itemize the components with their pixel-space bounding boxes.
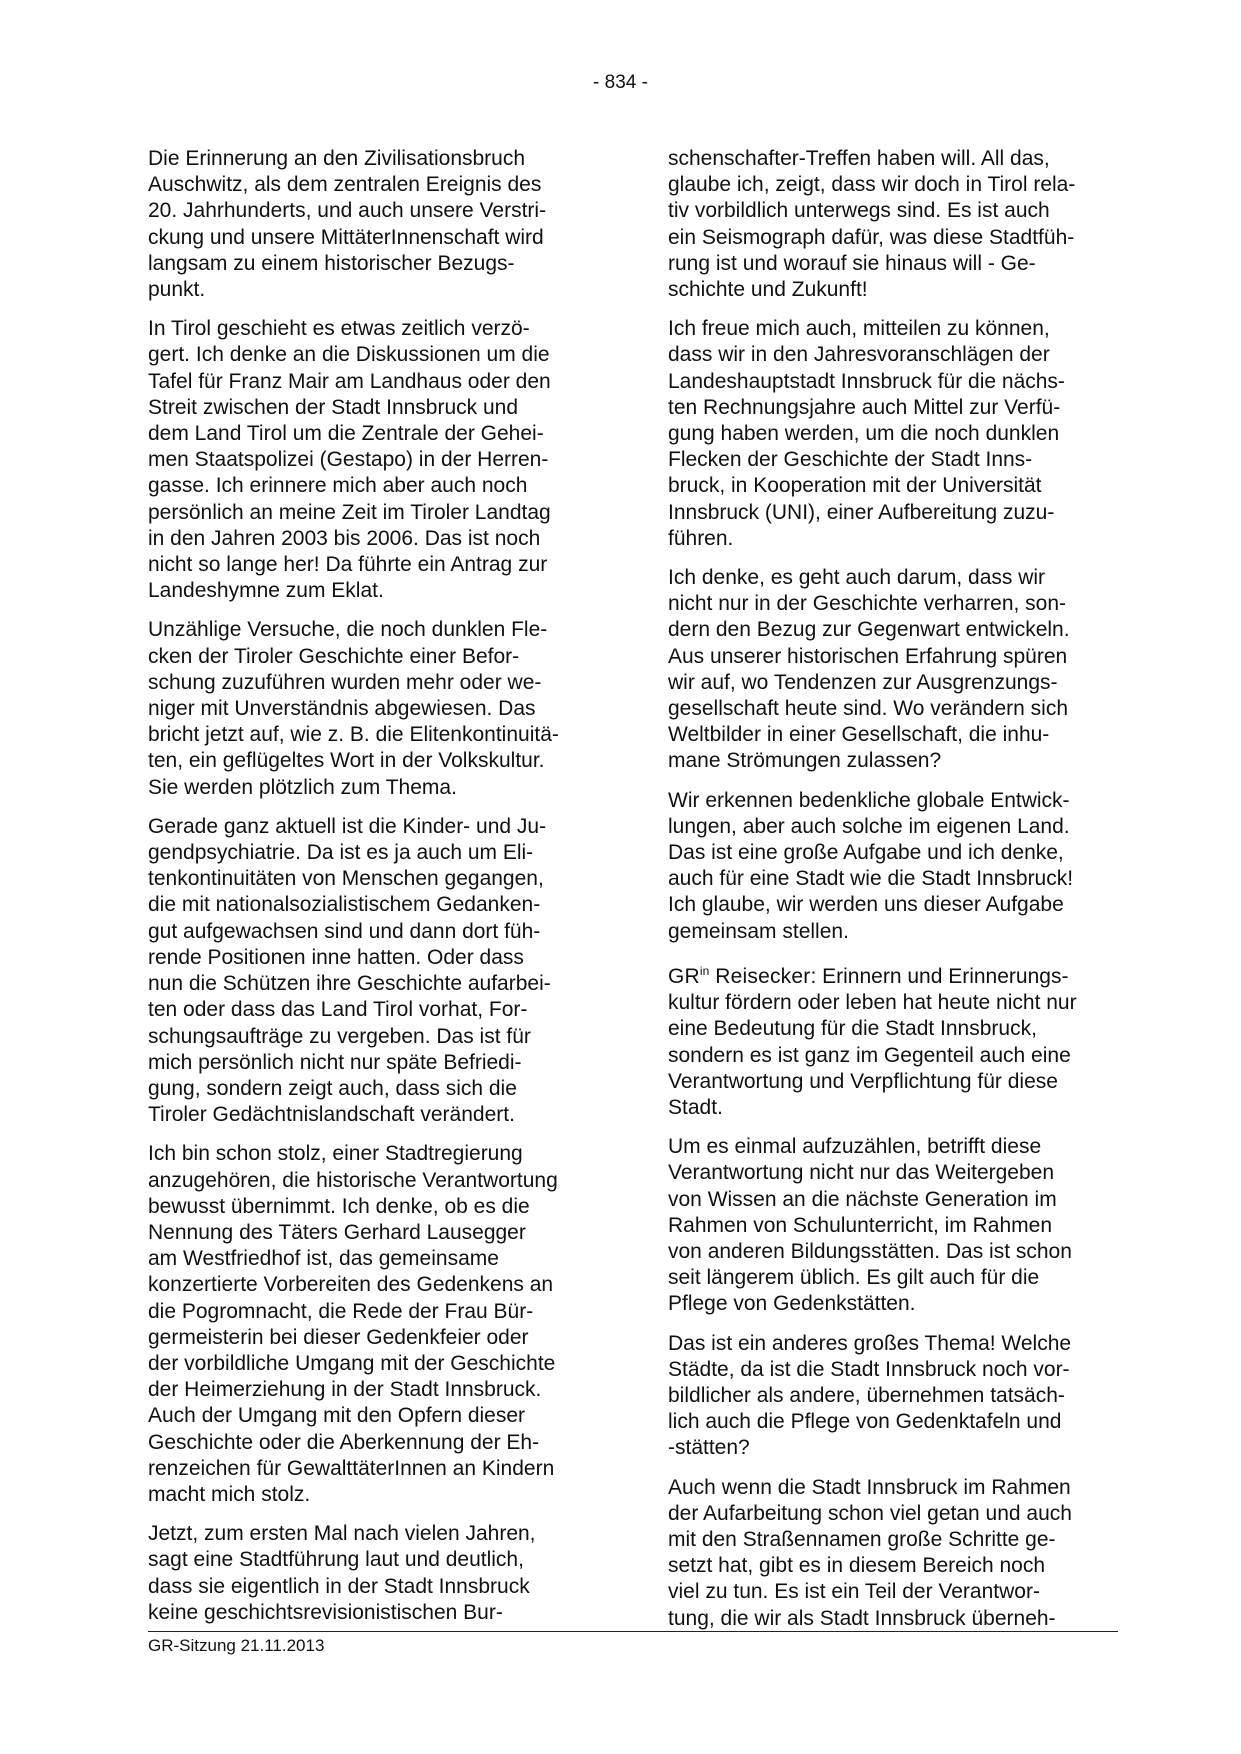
paragraph: Auch wenn die Stadt Innsbruck im Rahmen der Aufarbeitung schon viel getan und auch mit den Straßennamen große Schritte ge- setzt hat, gibt es in diesem Bereich noch viel zu tun. Es ist ein Teil der Verantwor- tung, die wir als Stadt Innsbruck überneh- [668, 1475, 1072, 1630]
paragraph: Das ist ein anderes großes Thema! Welche Städte, da ist die Stadt Innsbruck noch vor- bildlicher als andere, übernehmen tatsäch- lich auch die Pflege von Gedenktafeln und -stätten? [668, 1331, 1072, 1460]
paragraph: Ich bin schon stolz, einer Stadtregierung anzugehören, die historische Verantwortung bewusst übernimmt. Ich denke, ob es die Nennung des Täters Gerhard Lausegger am Westfriedhof ist, das gemeinsame konzertierte Vorbereiten des Gedenkens an die Pogromnacht, die Rede der Frau Bür- germeisterin bei dieser Gedenkfeier oder der vorbildliche Umgang mit der Geschichte der Heimerziehung in der Stadt Innsbruck. Auch der Umgang mit den Opfern dieser Geschichte oder die Aberkennung der Eh- renzeichen für GewalttäterInnen an Kindern macht mich stolz. [148, 1142, 558, 1506]
speaker-paragraph [668, 958, 1120, 1121]
paragraph: In Tirol geschieht es etwas zeitlich verzö- gert. Ich denke an die Diskussionen um die Tafel für Franz Mair am Landhaus oder den Streit zwischen der Stadt Innsbruck und dem Land Tirol um die Zentrale der Gehei- men Staatspolizei (Gestapo) in der Herren- gasse. Ich erinnere mich aber auch noch persönlich an meine Zeit im Tiroler Landtag in den Jahren 2003 bis 2006. Das ist noch nicht so lange her! Da führte ein Antrag zur Landeshymne zum Eklat. [148, 317, 551, 603]
page-number: - 834 - [593, 72, 648, 93]
right-column [668, 146, 1120, 1645]
paragraph: Jetzt, zum ersten Mal nach vielen Jahren, sagt eine Stadtführung laut und deutlich, dass sie eigentlich in der Stadt Innsbruck keine geschichtsrevisionistischen Bur- [148, 1522, 536, 1624]
paragraph: Um es einmal aufzuzählen, betrifft diese Verantwortung nicht nur das Weitergeben von Wissen an die nächste Generation im Rahmen von Schulunterricht, im Rahmen von anderen Bildungsstätten. Das ist schon seit längerem üblich. Es gilt auch für die Pflege von Gedenkstätten. [668, 1135, 1072, 1316]
paragraph: Ich denke, es geht auch darum, dass wir nicht nur in der Geschichte verharren, son- dern den Bezug zur Gegenwart entwickeln. Aus unserer historischen Erfahrung spüren wir auf, wo Tendenzen zur Ausgrenzungs- gesellschaft heute sind. Wo verändern sich Weltbilder in einer Gesellschaft, die inhu- mane Strömungen zulassen? [668, 566, 1070, 773]
footer-divider [148, 1631, 1118, 1632]
speaker-prefix: GR [668, 964, 700, 988]
footer-session: GR-Sitzung 21.11.2013 [148, 1636, 325, 1655]
speaker-text: : Erinnern und Erinnerungs- kultur fördern oder leben hat heute nicht nur eine Bedeutung für die Stadt Innsbruck, sondern es ist ganz im Gegenteil auch eine Verantwortung und Verpflichtung für diese Stadt. [668, 964, 1077, 1119]
paragraph: Ich freue mich auch, mitteilen zu können, dass wir in den Jahresvoranschlägen der Landeshauptstadt Innsbruck für die nächs- ten Rechnungsjahre auch Mittel zur Verfü- gung haben werden, um die noch dunklen Flecken der Geschichte der Stadt Inns- bruck, in Kooperation mit der Universität Innsbruck (UNI), einer Aufbereitung zuzu- führen. [668, 317, 1065, 550]
paragraph: Wir erkennen bedenkliche globale Entwick- lungen, aber auch solche im eigenen Land. Das ist eine große Aufgabe und ich denke, auch für eine Stadt wie die Stadt Innsbruck! Ich glaube, wir werden uns dieser Aufgabe gemeinsam stellen. [668, 788, 1074, 943]
speaker-superscript: in [699, 963, 710, 978]
speaker-name: Reisecker [709, 964, 811, 988]
paragraph: Unzählige Versuche, die noch dunklen Fle- cken der Tiroler Geschichte einer Befor- schung zuzuführen wurden mehr oder we- niger mit Unverständnis abgewiesen. Das bricht jetzt auf, wie z. B. die Elitenkontinuitä- ten, ein geflügeltes Wort in der Volkskultur. Sie werden plötzlich zum Thema. [148, 618, 559, 799]
paragraph: Die Erinnerung an den Zivilisationsbruch Auschwitz, als dem zentralen Ereignis des 20. Jahrhunderts, und auch unsere Verstri- ckung und unsere MittäterInnenschaft wird langsam zu einem historischer Bezugs- punkt. [148, 147, 547, 302]
paragraph: Gerade ganz aktuell ist die Kinder- und Ju- gendpsychiatrie. Da ist es ja auch um Eli- tenkontinuitäten von Menschen gegangen, die mit nationalsozialistischem Gedanken- gut aufgewachsen sind und dann dort füh- rende Positionen inne hatten. Oder dass nun die Schützen ihre Geschichte aufarbei- ten oder dass das Land Tirol vorhat, For- schungsaufträge zu vergeben. Das ist für mich persönlich nicht nur späte Befriedi- gung, sondern zeigt auch, dass sich die Tiroler Gedächtnislandschaft verändert. [148, 814, 551, 1127]
paragraph: schenschafter-Treffen haben will. All das, glaube ich, zeigt, dass wir doch in Tirol rela- tiv vorbildlich unterwegs sind. Es ist auch ein Seismograph dafür, was diese Stadtfüh- rung ist und worauf sie hinaus will - Ge- schichte und Zukunft! [668, 147, 1076, 302]
left-column [148, 146, 600, 1639]
